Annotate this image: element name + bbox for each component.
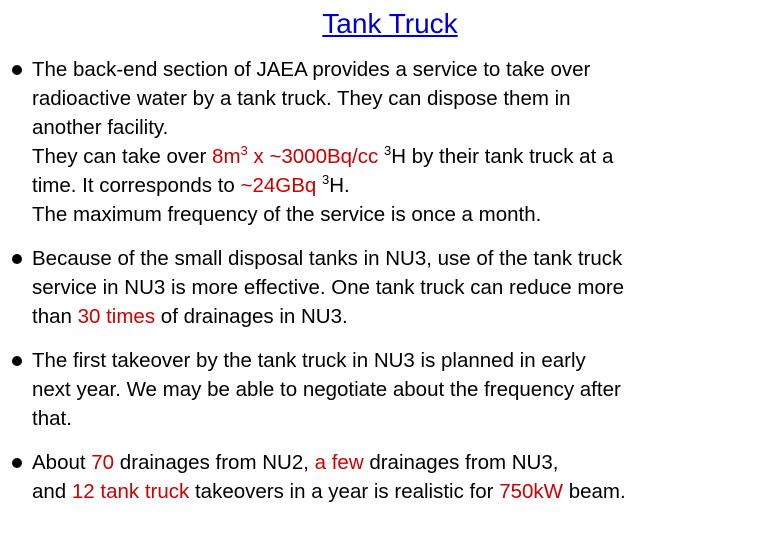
text-span: takeovers in a year is realistic for: [189, 480, 500, 503]
corresponds-line: [32, 171, 775, 200]
bullet-item-drainages: [10, 448, 775, 506]
text-span: of drainages in NU3.: [155, 305, 348, 328]
bullet-list: [10, 55, 775, 506]
takeover-count-highlight: 12 tank truck: [71, 480, 190, 503]
page-title: Tank Truck: [322, 8, 458, 39]
bullet-item-tank-service: [10, 55, 775, 229]
text-span: H.: [329, 174, 350, 197]
text-line: next year. We may be able to negotiate about the frequency after: [32, 378, 621, 401]
text-line: The maximum frequency of the service is once a month.: [32, 203, 542, 226]
text-line: [32, 448, 775, 477]
bullet-dot-icon: [12, 65, 22, 75]
text-span: About: [32, 451, 92, 474]
text-span: drainages from NU2,: [114, 451, 315, 474]
activity-value: x ~3000Bq/cc: [247, 145, 379, 168]
take-over-line: [32, 142, 775, 171]
text-span: beam.: [563, 480, 626, 503]
text-line: Because of the small disposal tanks in NU3, use of the tank truck: [32, 247, 623, 270]
text-span: drainages from NU3,: [363, 451, 559, 474]
text-line: another facility.: [32, 116, 169, 139]
text-line: that.: [32, 407, 72, 430]
bullet-item-first-takeover: [10, 346, 775, 433]
nu2-count-highlight: 70: [91, 451, 115, 474]
volume-highlight: [212, 145, 378, 168]
volume-exponent: 3: [240, 143, 248, 158]
text-line: The first takeover by the tank truck in NU3 is planned in early: [32, 349, 586, 372]
times-highlight: 30 times: [77, 305, 156, 328]
text-span: H by their tank truck at a: [391, 145, 614, 168]
beam-power-highlight: 750kW: [499, 480, 563, 503]
text-span: They can take over: [32, 145, 213, 168]
bullet-dot-icon: [12, 254, 22, 264]
text-line: service in NU3 is more effective. One tank truck can reduce more: [32, 276, 625, 299]
isotope-mass: 3: [322, 172, 330, 187]
isotope-mass: 3: [383, 143, 392, 158]
volume-value: 8m: [212, 145, 241, 168]
text-line: radioactive water by a tank truck. They can dispose them in: [32, 87, 571, 110]
text-line: The back-end section of JAEA provides a service to take over: [32, 58, 591, 81]
bullet-dot-icon: [12, 458, 22, 468]
text-span: and: [32, 480, 72, 503]
activity-highlight: ~24GBq: [240, 174, 317, 197]
text-line: [32, 302, 775, 331]
text-span: time. It corresponds to: [32, 174, 241, 197]
nu3-count-highlight: a few: [314, 451, 364, 474]
bullet-dot-icon: [12, 356, 22, 366]
bullet-item-small-tanks: [10, 244, 775, 331]
text-span: than: [32, 305, 78, 328]
text-line: [32, 477, 775, 506]
